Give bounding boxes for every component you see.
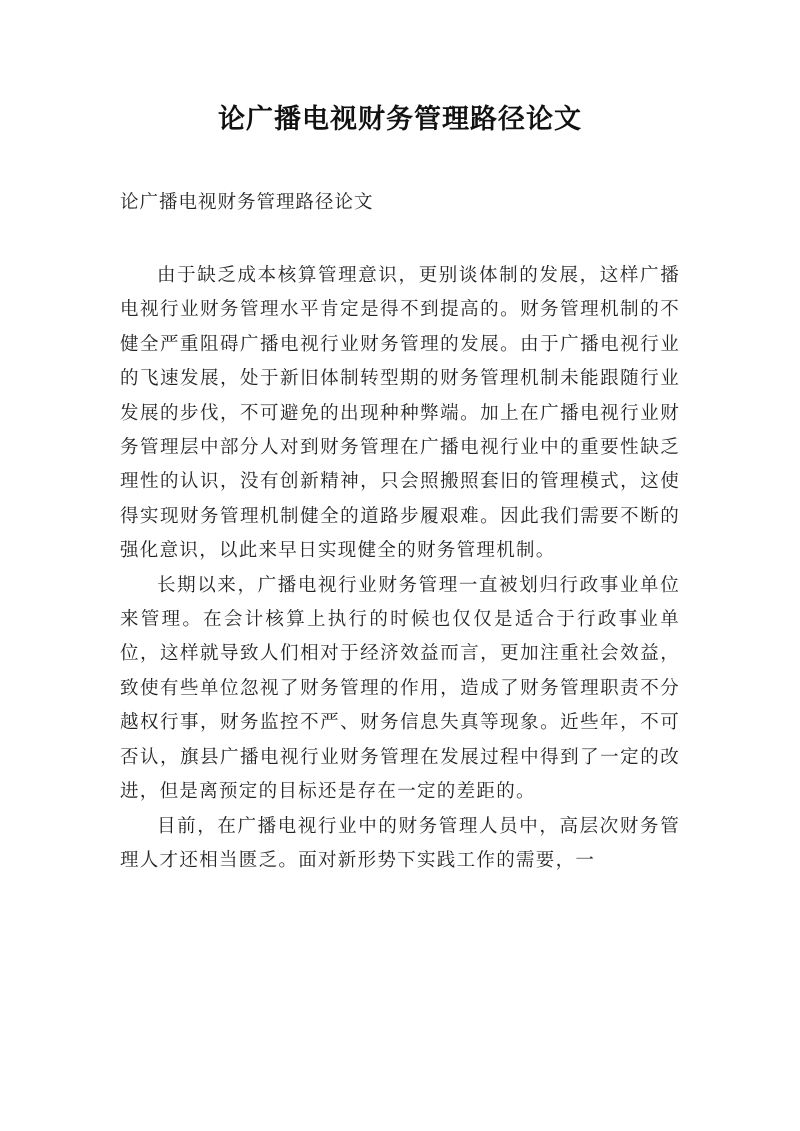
paragraph-1: 由于缺乏成本核算管理意识，更别谈体制的发展，这样广播电视行业财务管理水平肯定是得不到提高的。财务管理机制的不健全严重阻碍广播电视行业财务管理的发展。由于广播电视行业的飞速发展，处于新旧体制转型期的财务管理机制未能跟随行业发展的步伐，不可避免的出现种种弊端。加上在广播电视行业财务管理层中部分人对到财务管理在广播电视行业中的重要性缺乏理性的认识，没有创新精神，只会照搬照套旧的管理模式，这使得实现财务管理机制健全的道路步履艰难。因此我们需要不断的强化意识，以此来早日实现健全的财务管理机制。 [120,265,680,562]
document-subtitle: 论广播电视财务管理路径论文 [120,192,374,213]
paragraph-3: 目前，在广播电视行业中的财务管理人员中，高层次财务管理人才还相当匮乏。面对新形势下实践工作的需要，一 [120,815,680,871]
page-title: 论广播电视财务管理路径论文 [218,104,582,135]
paragraph-2: 长期以来，广播电视行业财务管理一直被划归行政事业单位来管理。在会计核算上执行的时候也仅仅是适合于行政事业单位，这样就导致人们相对于经济效益而言，更加注重社会效益，致使有些单位忽视了财务管理的作用，造成了财务管理职责不分越权行事，财务监控不严、财务信息失真等现象。近些年，不可否认，旗县广播电视行业财务管理在发展过程中得到了一定的改进，但是离预定的目标还是存在一定的差距的。 [120,574,680,803]
document-body [120,259,680,878]
